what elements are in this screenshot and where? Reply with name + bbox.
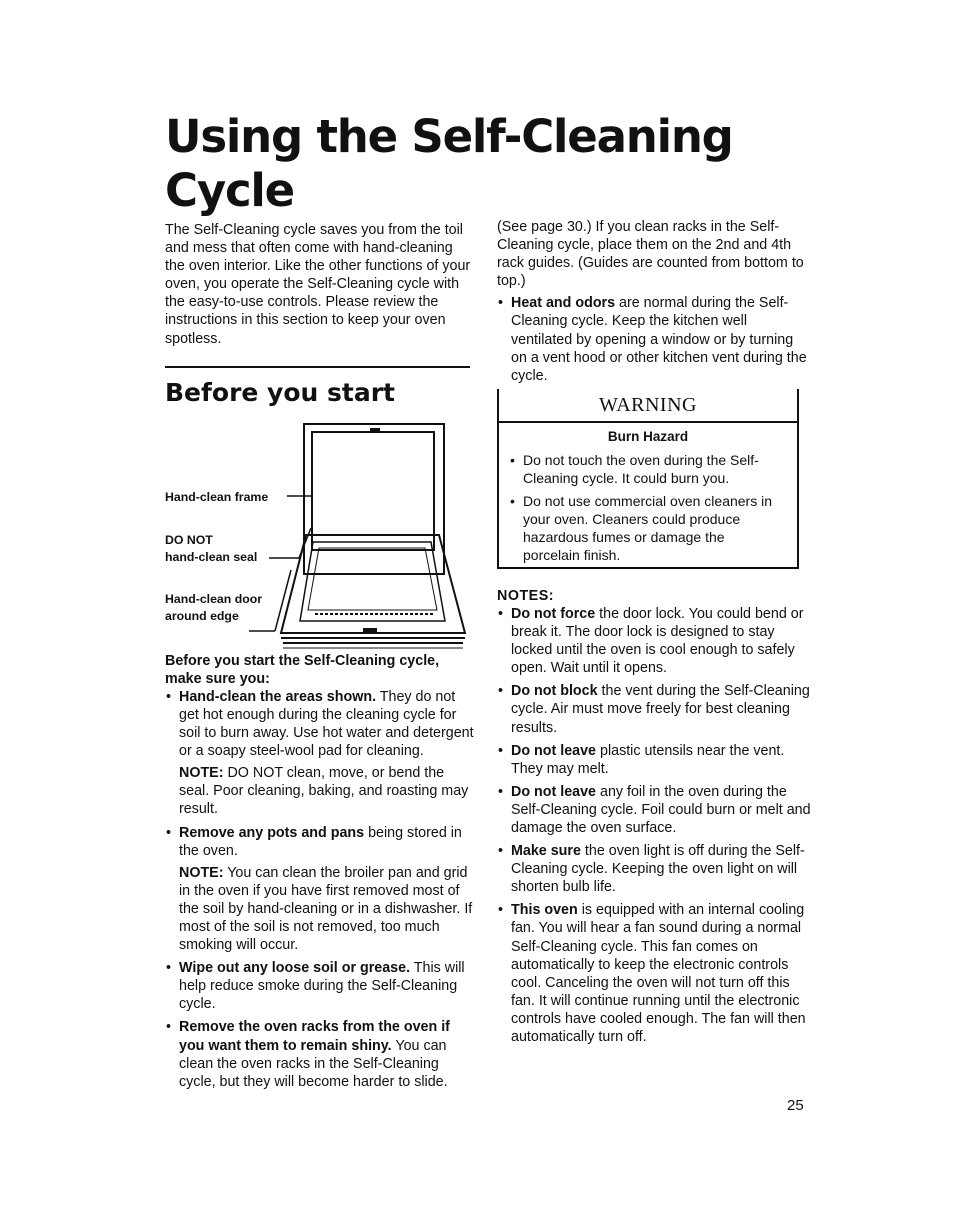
warning-list bbox=[509, 451, 783, 569]
label-do-not: DO NOT bbox=[165, 532, 213, 547]
warning-subtitle: Burn Hazard bbox=[607, 428, 689, 444]
list-item: • Remove any pots and pans being stored in the oven. NOTE: You can clean the broiler pan and grid in the oven if you have first removed most of the soil by hand-cleaning or in a dishwasher. If most of the soil is not removed, too much smoking will occur. bbox=[165, 824, 475, 955]
intro-paragraph: The Self-Cleaning cycle saves you from the toil and mess that often come with hand-cleaning the oven interior. Like the other functions of your oven, you operate the Self-Cleaning cycle with the easy-to-use controls. Please review the instructions in this section to keep your oven spotless. bbox=[165, 222, 471, 347]
list-item: • Heat and odors are normal during the Self-Cleaning cycle. Keep the kitchen well ventilated by opening a window or by turning on a vent hood or other kitchen vent during the cycle. bbox=[497, 294, 812, 384]
warning-title: WARNING bbox=[599, 393, 697, 416]
list-item: • Do not force the door lock. You could bend or break it. The door lock is designed to stay locked until the oven is cool enough to safely open. Wait until it opens. bbox=[497, 605, 812, 677]
label-hand-clean-frame: Hand-clean frame bbox=[165, 489, 269, 504]
list-item: • Remove the oven racks from the oven if you want them to remain shiny. You can clean the oven racks in the Self-Cleaning cycle, but they will become harder to slide. bbox=[165, 1018, 475, 1090]
heat-list bbox=[497, 294, 812, 384]
list-item: • Make sure the oven light is off during the Self-Cleaning cycle. Keeping the oven light on will shorten bulb life. bbox=[497, 842, 812, 896]
page-title: Using the Self-Cleaning Cycle bbox=[165, 110, 733, 217]
label-hand-clean-seal: hand-clean seal bbox=[165, 549, 258, 564]
list-item: • Do not leave any foil in the oven during the Self-Cleaning cycle. Foil could burn or melt and damage the oven surface. bbox=[497, 783, 812, 837]
note: NOTE: You can clean the broiler pan and grid in the oven if you have first removed most of the soil by hand-cleaning or in a dishwasher. If most of the soil is not removed, too much smoking will occur. bbox=[179, 864, 473, 954]
before-start-list bbox=[165, 688, 475, 1091]
notes-list bbox=[497, 605, 812, 1046]
list-item: • This oven is equipped with an internal cooling fan. You will hear a fan sound during a normal Self-Cleaning cycle. This fan comes on automatically to keep the electronic controls cool. Canceling the oven will not turn off this fan. It will continue running until the electronic controls have cooled enough. The fan will then automatically turn off. bbox=[497, 901, 812, 1046]
left-column bbox=[165, 221, 475, 1096]
label-hand-clean-door: Hand-clean door bbox=[165, 591, 263, 606]
list-item: • Do not block the vent during the Self-Cleaning cycle. Air must move freely for best cleaning results. bbox=[497, 682, 812, 736]
right-column bbox=[497, 218, 812, 1051]
list-item: • Do not leave plastic utensils near the vent. They may melt. bbox=[497, 742, 812, 778]
section-divider bbox=[165, 366, 470, 368]
before-start-lead: Before you start the Self-Cleaning cycle, make sure you: bbox=[165, 652, 440, 687]
continuation-paragraph: (See page 30.) If you clean racks in the Self-Cleaning cycle, place them on the 2nd and 4th rack guides. (Guides are counted from bottom to top.) bbox=[497, 219, 804, 290]
list-item: • Do not use commercial oven cleaners in your oven. Cleaners could produce hazardous fumes or damage the porcelain finish. bbox=[509, 492, 783, 564]
oven-diagram bbox=[165, 410, 470, 650]
list-item: • Hand-clean the areas shown. They do not get hot enough during the cleaning cycle for soil to burn away. Use hot water and detergent or a soapy steel-wool pad for cleaning. NOTE: DO NOT clean, move, or bend the seal. Poor cleaning, baking, and roasting may result. bbox=[165, 688, 475, 819]
page-number: 25 bbox=[787, 1097, 804, 1114]
note: NOTE: DO NOT clean, move, or bend the seal. Poor cleaning, baking, and roasting may result. bbox=[179, 765, 469, 818]
list-item: • Do not touch the oven during the Self-Cleaning cycle. It could burn you. bbox=[509, 451, 783, 487]
list-item: • Wipe out any loose soil or grease. This will help reduce smoke during the Self-Cleaning cycle. bbox=[165, 959, 475, 1013]
warning-box bbox=[497, 395, 799, 569]
section-heading-before-you-start: Before you start bbox=[165, 377, 396, 407]
label-around-edge: around edge bbox=[165, 608, 239, 623]
notes-heading: NOTES: bbox=[497, 587, 555, 604]
warning-header bbox=[497, 395, 799, 423]
